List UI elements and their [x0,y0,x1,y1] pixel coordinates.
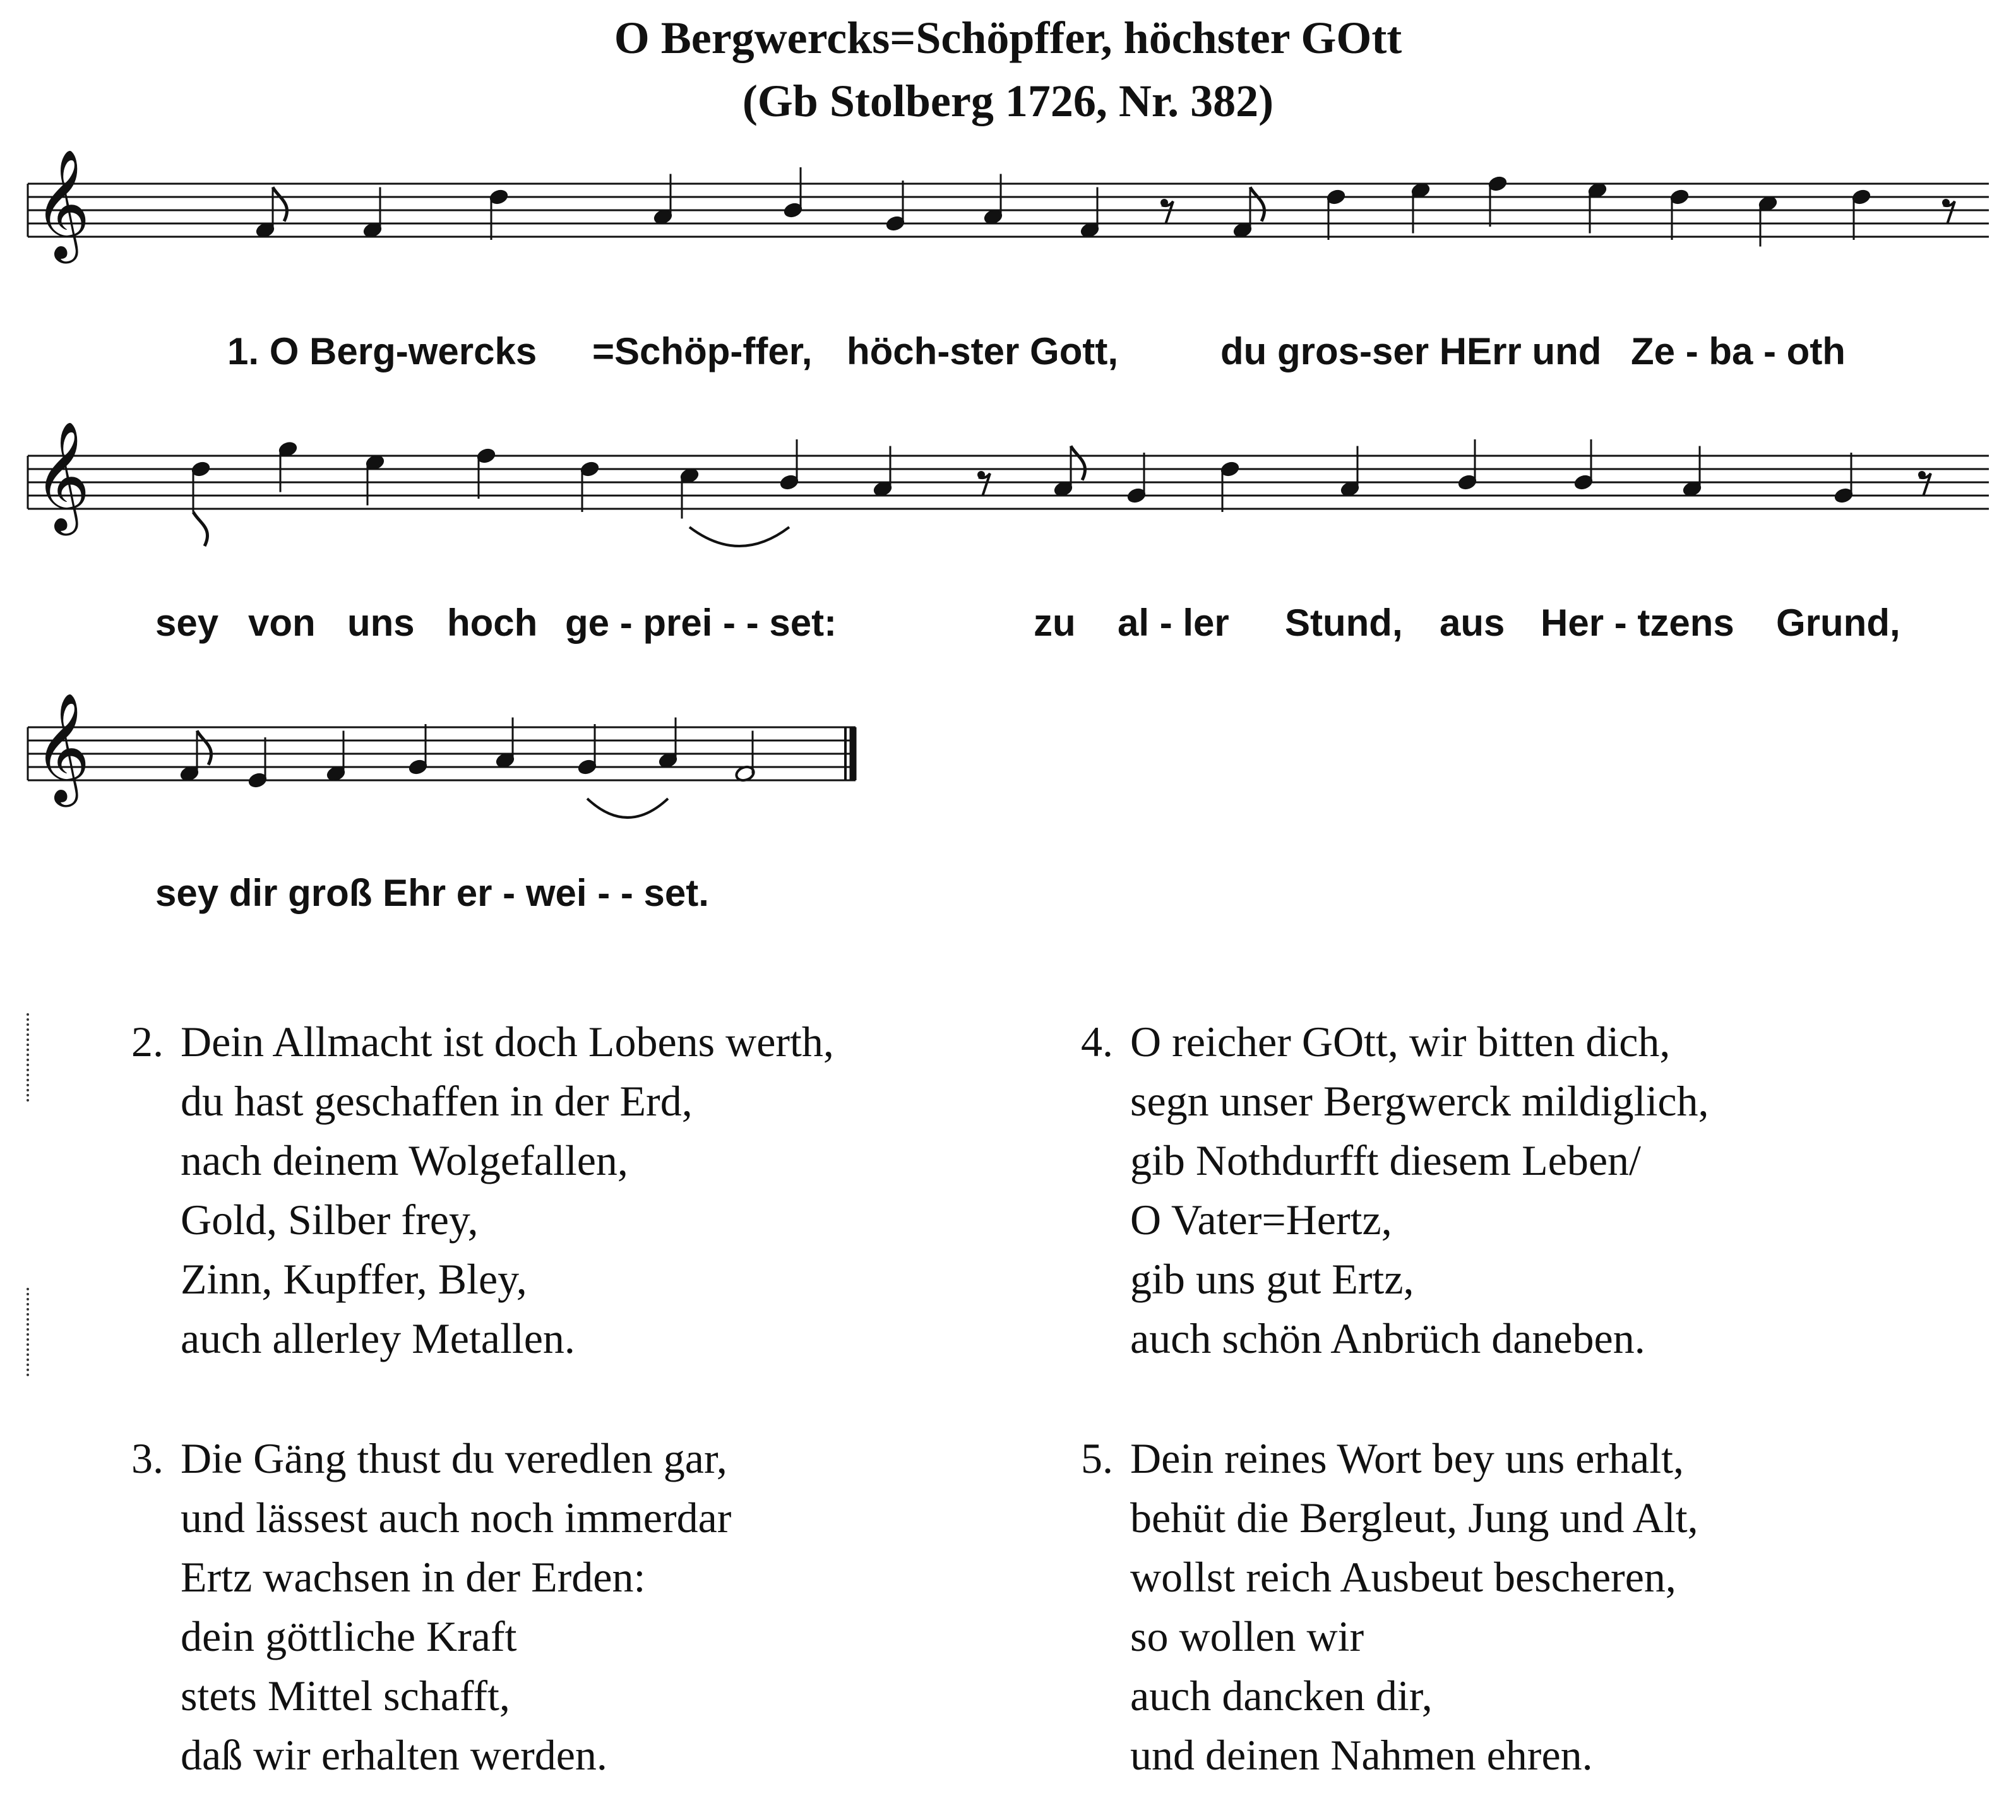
lyric-syllable: sey dir groß Ehr er - wei - - set. [155,872,709,914]
treble-clef-icon: 𝄞 [34,693,90,802]
verse-line: Dein Allmacht ist doch Lobens werth, [181,1018,834,1066]
verse-line: Die Gäng thust du veredlen gar, [181,1434,727,1482]
verse-2 [131,1012,834,1368]
verse-3 [131,1429,732,1785]
lyric-syllable: Her - tzens [1541,602,1734,644]
lyric-syllable: al - ler [1118,602,1229,644]
verse-line: und lässest auch noch immerdar [181,1494,732,1542]
eighth-flag-icon [273,187,287,222]
treble-clef-icon: 𝄞 [34,421,90,531]
verse-line: nach deinem Wolgefallen, [181,1136,628,1184]
verse-line: stets Mittel schafft, [181,1672,510,1720]
eighth-rest-icon [1162,201,1173,224]
lyric-syllable: du gros-ser HErr und [1220,330,1602,372]
lyric-syllable: 1. O Berg-wercks [227,330,537,372]
verse-line: behüt die Bergleut, Jung und Alt, [1130,1494,1698,1542]
verse-line: Dein reines Wort bey uns erhalt, [1130,1434,1685,1482]
verse-line: und deinen Nahmen ehren. [1130,1731,1593,1779]
slur [587,799,668,818]
eighth-flag-icon [193,512,208,546]
verse-line: auch allerley Metallen. [181,1314,575,1362]
lyric-syllable: sey [155,602,219,644]
lyric-syllable: Grund, [1776,602,1900,644]
eighth-flag-icon [1071,446,1085,480]
treble-clef-icon: 𝄞 [34,149,90,259]
verse-line: dein göttliche Kraft [181,1612,517,1660]
hymn-source: (Gb Stolberg 1726, Nr. 382) [742,76,1274,126]
lyric-syllable: uns [347,602,415,644]
lyric-syllable: zu [1034,602,1076,644]
verse-line: segn unser Bergwerck mildiglich, [1130,1077,1709,1125]
verse-4 [1081,1012,1709,1368]
lyric-syllable: Ze - ba - oth [1631,330,1846,372]
eighth-rest-icon [1943,201,1955,224]
margin-dots [27,1013,33,1102]
verse-line: O Vater=Hertz, [1130,1196,1392,1244]
lyric-syllable: =Schöp-ffer, [592,330,813,372]
lyric-syllable: höch-ster Gott, [847,330,1118,372]
eighth-flag-icon [197,731,212,765]
verse-number: 4. [1081,1018,1113,1066]
verse-5 [1081,1429,1698,1785]
verse-line: du hast geschaffen in der Erd, [181,1077,693,1125]
verse-line: daß wir erhalten werden. [181,1731,607,1779]
lyric-syllable: von [248,602,316,644]
verse-line: gib Nothdurfft diesem Leben/ [1130,1136,1641,1184]
margin-dots [27,1288,33,1376]
lyric-syllable: aus [1440,602,1505,644]
verse-line: gib uns gut Ertz, [1130,1255,1414,1303]
verse-line: O reicher GOtt, wir bitten dich, [1130,1018,1671,1066]
eighth-flag-icon [1250,187,1265,222]
verse-line: wollst reich Ausbeut bescheren, [1130,1553,1676,1601]
verse-number: 2. [131,1018,164,1066]
verse-line: Gold, Silber frey, [181,1196,479,1244]
verse-number: 3. [131,1434,164,1482]
verse-line: so wollen wir [1130,1612,1364,1660]
verse-line: auch schön Anbrüch daneben. [1130,1314,1645,1362]
verse-line: Ertz wachsen in der Erden: [181,1553,646,1601]
eighth-rest-icon [979,473,990,496]
eighth-rest-icon [1919,473,1931,496]
verse-number: 5. [1081,1434,1113,1482]
hymn-title: O Bergwercks=Schöpffer, höchster GOtt [614,13,1402,63]
verse-line: Zinn, Kupffer, Bley, [181,1255,527,1303]
lyric-syllable: Stund, [1285,602,1403,644]
slur [689,527,789,546]
lyric-syllable: hoch [447,602,538,644]
verse-line: auch dancken dir, [1130,1672,1433,1720]
lyric-syllable: ge - prei - - set: [565,602,837,644]
